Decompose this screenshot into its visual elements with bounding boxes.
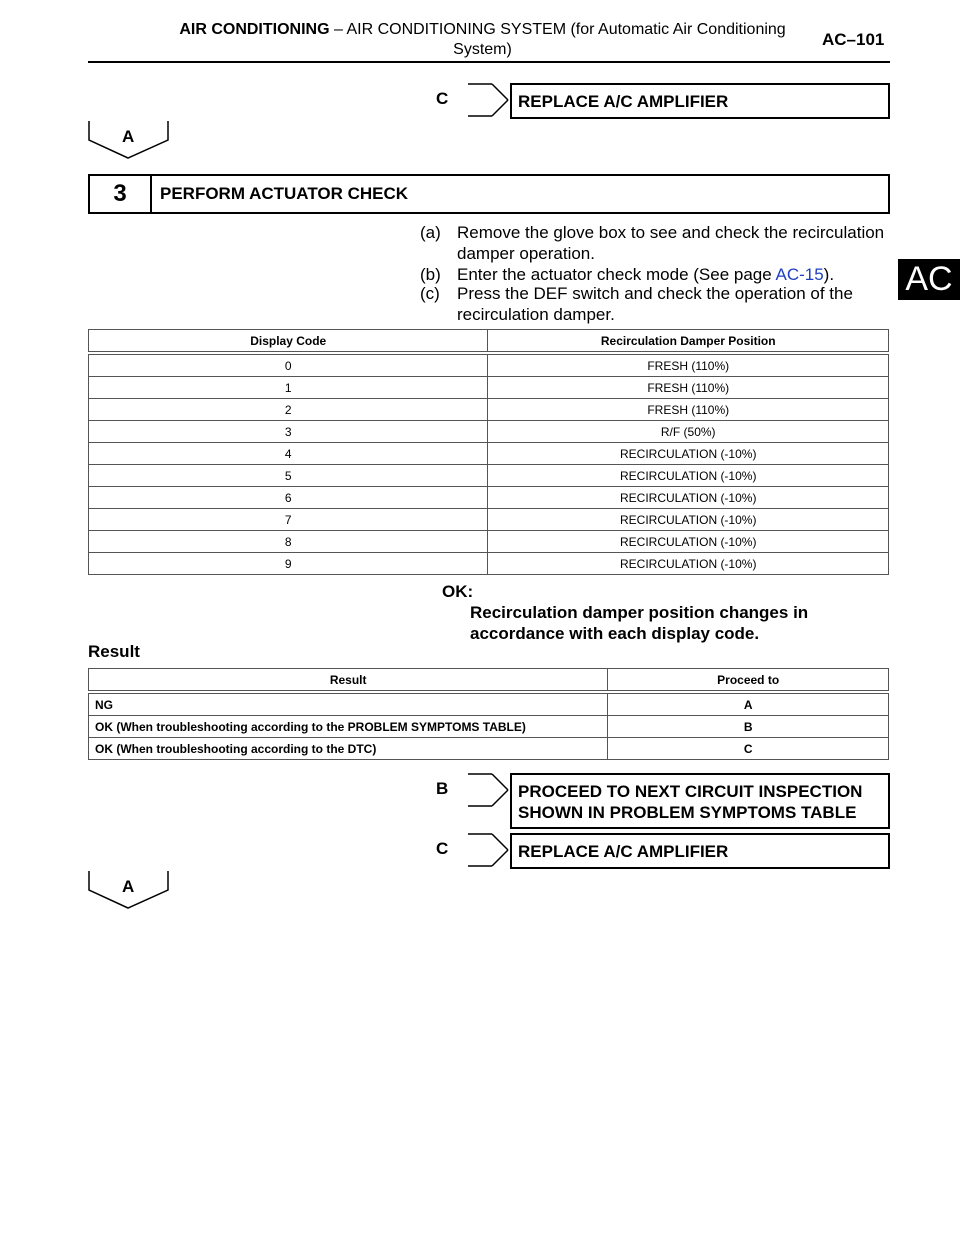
table-row <box>89 353 889 377</box>
header-divider <box>88 61 890 63</box>
action-box-replace-amplifier-bottom <box>510 833 890 869</box>
table-row <box>89 692 889 716</box>
damper-position-cell: FRESH (110%) <box>488 377 889 399</box>
display-code-cell: 9 <box>89 553 488 575</box>
damper-position-cell: FRESH (110%) <box>488 353 889 377</box>
instruction-text-before: Enter the actuator check mode (See page <box>457 265 776 284</box>
step-title: PERFORM ACTUATOR CHECK <box>160 184 409 203</box>
table-row <box>89 531 889 553</box>
step-header-box <box>88 174 890 214</box>
instruction-text-after: ). <box>823 265 835 284</box>
table-row <box>89 738 889 760</box>
instruction-label: (b) <box>420 265 441 284</box>
table-row <box>89 553 889 575</box>
column-header: Result <box>89 669 608 693</box>
column-header: Display Code <box>89 330 488 354</box>
display-code-cell: 6 <box>89 487 488 509</box>
table-header-row <box>89 330 889 354</box>
display-code-cell: 5 <box>89 465 488 487</box>
damper-position-cell: RECIRCULATION (-10%) <box>488 509 889 531</box>
result-heading: Result <box>88 642 140 661</box>
header-dash: – <box>333 21 343 38</box>
instruction-text: Remove the glove box to see and check the recirculation damper operation. <box>457 223 885 263</box>
section-side-tab: AC <box>898 259 960 300</box>
result-cell: OK (When troubleshooting according to the PROBLEM SYMPTOMS TABLE) <box>89 716 608 738</box>
table-row <box>89 509 889 531</box>
result-cell: OK (When troubleshooting according to the DTC) <box>89 738 608 760</box>
ok-criteria-label: OK: <box>442 582 474 601</box>
page-header-title <box>150 20 815 60</box>
damper-position-cell: R/F (50%) <box>488 421 889 443</box>
branch-label-c-top: C <box>436 89 449 108</box>
action-text: PROCEED TO NEXT CIRCUIT INSPECTION SHOWN IN PROBLEM SYMPTOMS TABLE <box>518 782 863 822</box>
action-box-replace-amplifier-top <box>510 83 890 119</box>
table-row <box>89 487 889 509</box>
action-box-proceed-next-circuit <box>510 773 890 829</box>
table-row <box>89 716 889 738</box>
table-row <box>89 443 889 465</box>
display-code-cell: 0 <box>89 353 488 377</box>
column-header: Proceed to <box>608 669 889 693</box>
continue-label-a-bottom: A <box>122 877 135 896</box>
table-row <box>89 377 889 399</box>
proceed-cell: B <box>608 716 889 738</box>
continue-label-a-top: A <box>122 127 135 146</box>
column-header: Recirculation Damper Position <box>488 330 889 354</box>
damper-position-cell: RECIRCULATION (-10%) <box>488 553 889 575</box>
damper-position-cell: RECIRCULATION (-10%) <box>488 443 889 465</box>
instruction-text <box>457 264 897 285</box>
display-code-cell: 8 <box>89 531 488 553</box>
instruction-b <box>420 264 900 285</box>
section-title: AIR CONDITIONING <box>179 21 330 38</box>
instruction-text: Press the DEF switch and check the operation of the recirculation damper. <box>457 284 853 324</box>
step-number: 3 <box>90 176 152 212</box>
table-header-row <box>89 669 889 693</box>
table-row <box>89 465 889 487</box>
result-cell: NG <box>89 692 608 716</box>
table-row <box>89 421 889 443</box>
page-number: AC–101 <box>822 30 885 49</box>
display-code-cell: 3 <box>89 421 488 443</box>
action-text: REPLACE A/C AMPLIFIER <box>518 841 729 861</box>
damper-position-cell: FRESH (110%) <box>488 399 889 421</box>
display-code-cell: 7 <box>89 509 488 531</box>
damper-position-cell: RECIRCULATION (-10%) <box>488 531 889 553</box>
result-table <box>88 668 889 760</box>
proceed-cell: C <box>608 738 889 760</box>
display-code-cell: 1 <box>89 377 488 399</box>
header-subtitle: AIR CONDITIONING SYSTEM (for Automatic Air Conditioning System) <box>346 21 786 58</box>
ok-criteria-text: Recirculation damper position changes in accordance with each display code. <box>470 603 809 643</box>
damper-position-cell: RECIRCULATION (-10%) <box>488 487 889 509</box>
branch-label-c-bottom: C <box>436 839 449 858</box>
instruction-a <box>420 222 900 264</box>
action-text: REPLACE A/C AMPLIFIER <box>518 91 729 111</box>
branch-label-b: B <box>436 779 449 798</box>
proceed-cell: A <box>608 692 889 716</box>
page-reference-link[interactable]: AC-15 <box>775 265 824 284</box>
damper-position-table <box>88 329 889 575</box>
instruction-label: (a) <box>420 223 441 242</box>
display-code-cell: 2 <box>89 399 488 421</box>
display-code-cell: 4 <box>89 443 488 465</box>
table-row <box>89 399 889 421</box>
instruction-label: (c) <box>420 284 440 303</box>
instruction-c <box>420 283 900 325</box>
damper-position-cell: RECIRCULATION (-10%) <box>488 465 889 487</box>
